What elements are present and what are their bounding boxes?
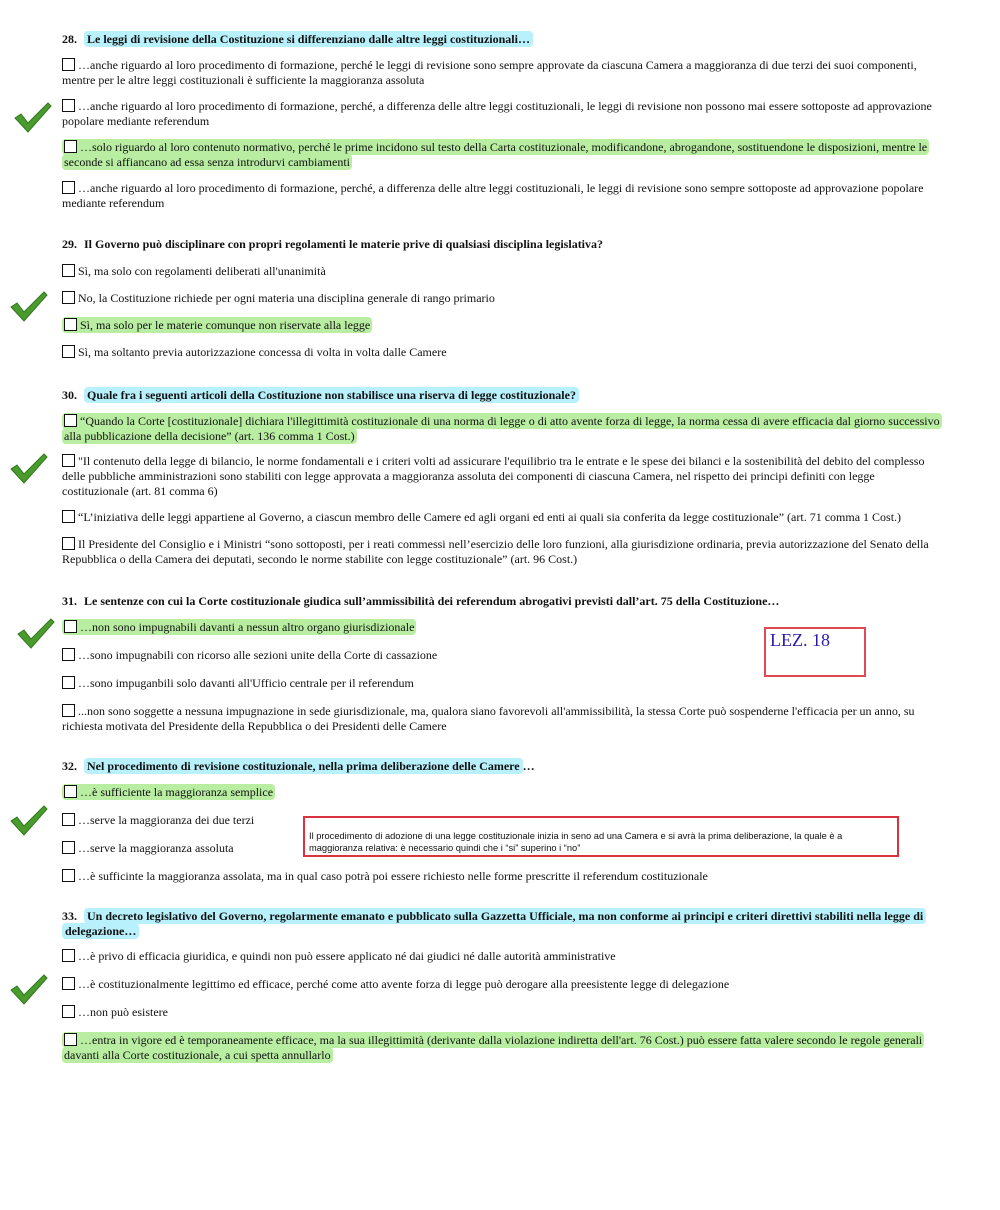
question-text: Le sentenze con cui la Corte costituzionale giudica sull’ammissibilità dei referendum abrogativi previsti dall’art. 75 della Costituzione… [84, 594, 780, 608]
answer-option[interactable]: …anche riguardo al loro procedimento di formazione, perché, a differenza delle altre leggi costituzionali, le leggi di revisione sono sempre sottoposte ad approvazione popolare mediante referendum [62, 181, 924, 210]
checkbox-icon[interactable] [64, 414, 77, 427]
checkbox-icon[interactable] [62, 704, 75, 717]
answer-option[interactable]: …è sufficinte la maggioranza assolata, ma in qual caso potrà poi essere richiesto nelle forme prescritte il referendum costituzionale [62, 869, 940, 884]
check-mark-icon [9, 804, 49, 836]
checkbox-icon[interactable] [62, 648, 75, 661]
question-title: 31. Le sentenze con cui la Corte costituzionale giudica sull’ammissibilità dei referendum abrogativi previsti dall’art. 75 della Costituzione… [62, 594, 780, 608]
answer-option-correct[interactable]: “Quando la Corte [costituzionale] dichiara l'illegittimità costituzionale di una norma di legge o di atto avente forza di legge, la norma cessa di avere efficacia dal giorno successivo alla pubblicazione della decisione” (art. 136 comma 1 Cost.) [64, 414, 940, 443]
checkbox-icon[interactable] [62, 537, 75, 550]
question-30 [62, 388, 940, 567]
checkbox-icon[interactable] [62, 977, 75, 990]
explanation-note: Il procedimento di adozione di una legge costituzionale inizia in seno ad una Camera e si avrà la prima deliberazione, la quale è a maggioranza relativa: è necessario quindi che i “si” superino i “no” [303, 816, 899, 857]
checkbox-icon[interactable] [62, 58, 75, 71]
question-text: Quale fra i seguenti articoli della Costituzione non stabilisce una riserva di legge costituzionale? [84, 387, 579, 403]
answer-option[interactable]: “L’iniziativa delle leggi appartiene al Governo, a ciascun membro delle Camere ed agli organi ed enti ai quali sia conferita da legge costituzionale” (art. 71 comma 1 Cost.) [62, 510, 940, 525]
question-text: Nel procedimento di revisione costituzionale, nella prima deliberazione delle Camere [84, 758, 523, 774]
checkbox-icon[interactable] [64, 1033, 77, 1046]
check-mark-icon [9, 452, 49, 484]
check-mark-icon [16, 617, 56, 649]
checkbox-icon[interactable] [62, 676, 75, 689]
checkbox-icon[interactable] [62, 291, 75, 304]
checkbox-icon[interactable] [62, 841, 75, 854]
checkbox-icon[interactable] [64, 318, 77, 331]
question-title: 28. Le leggi di revisione della Costituzione si differenziano dalle altre leggi costituzionali… [62, 32, 940, 47]
answer-option-correct[interactable]: …solo riguardo al loro contenuto normativo, perché le prime incidono sul testo della Carta costituzionale, modificandone, abrogandone, sostituendone le disposizioni, mentre le seconde si affiancano ad essa senza introdurvi cambiamenti [64, 140, 928, 169]
answer-option[interactable]: …non può esistere [62, 1005, 940, 1020]
checkbox-icon[interactable] [62, 181, 75, 194]
answer-option[interactable]: …sono impuganbili solo davanti all'Ufficio centrale per il referendum [62, 676, 940, 691]
answer-option-correct[interactable]: …entra in vigore ed è temporaneamente efficace, ma la sua illegittimità (derivante dalla violazione indiretta dell'art. 76 Cost.) può essere fatta valere secondo le regole generali davanti alla Corte costituzionale, a cui spetta annullarlo [64, 1033, 923, 1062]
question-text: Le leggi di revisione della Costituzione si differenziano dalle altre leggi costituzionali… [84, 31, 533, 47]
answer-option[interactable]: …serve la maggioranza assoluta [62, 841, 940, 856]
answer-option[interactable]: "Il contenuto della legge di bilancio, le norme fondamentali e i criteri volti ad assicurare l'equilibrio tra le entrate e le spese dei bilanci e la sostenibilità del debito del complesso delle pubbliche amministrazioni sono stabiliti con legge approvata a maggioranza assoluta dei componenti di ciascuna Camera, nel rispetto dei principi definiti con legge costituzionale (art. 81 comma 6) [62, 454, 925, 498]
answer-option-correct[interactable]: …non sono impugnabili davanti a nessun altro organo giurisdizionale [62, 620, 940, 635]
lesson-annotation-box: LEZ. 18 [764, 627, 866, 677]
checkbox-icon[interactable] [64, 140, 77, 153]
answer-option[interactable]: No, la Costituzione richiede per ogni materia una disciplina generale di rango primario [62, 291, 940, 306]
question-title: 29. Il Governo può disciplinare con propri regolamenti le materie prive di qualsiasi disciplina legislativa? [62, 237, 604, 251]
answer-option[interactable]: Il Presidente del Consiglio e i Ministri “sono sottoposti, per i reati commessi nell’esercizio delle loro funzioni, alla giurisdizione ordinaria, previa autorizzazione del Senato della Repubblica o della Camera dei deputati, secondo le norme stabilite con legge costituzionale” (art. 96 Cost.) [62, 537, 929, 566]
answer-option-correct[interactable]: …è sufficiente la maggioranza semplice [62, 785, 940, 800]
checkbox-icon[interactable] [64, 620, 77, 633]
question-title: 32. Nel procedimento di revisione costituzionale, nella prima deliberazione delle Camere … [62, 759, 535, 773]
checkbox-icon[interactable] [62, 264, 75, 277]
answer-option[interactable]: …è privo di efficacia giuridica, e quindi non può essere applicato né dai giudici né dalle autorità amministrative [62, 949, 940, 964]
question-text: Il Governo può disciplinare con propri regolamenti le materie prive di qualsiasi disciplina legislativa? [84, 237, 604, 251]
check-mark-icon [9, 973, 49, 1005]
checkbox-icon[interactable] [62, 510, 75, 523]
question-title: 33. Un decreto legislativo del Governo, regolarmente emanato e pubblicato sulla Gazzetta Ufficiale, ma non conforme ai principi e criteri direttivi stabiliti nella legge di delegazione… [62, 909, 940, 939]
answer-option-correct[interactable]: Sì, ma solo per le materie comunque non riservate alla legge [62, 318, 940, 333]
checkbox-icon[interactable] [62, 869, 75, 882]
checkbox-icon[interactable] [62, 454, 75, 467]
checkbox-icon[interactable] [64, 785, 77, 798]
answer-option[interactable]: …sono impugnabili con ricorso alle sezioni unite della Corte di cassazione [62, 648, 940, 663]
question-33 [62, 909, 940, 1063]
question-title: 30. Quale fra i seguenti articoli della Costituzione non stabilisce una riserva di legge costituzionale? [62, 388, 940, 403]
check-mark-icon [13, 101, 53, 133]
checkbox-icon[interactable] [62, 99, 75, 112]
answer-option[interactable]: …è costituzionalmente legittimo ed efficace, perché come atto avente forza di legge può derogare alla preesistente legge di delegazione [62, 977, 940, 992]
question-text: Un decreto legislativo del Governo, regolarmente emanato e pubblicato sulla Gazzetta Ufficiale, ma non conforme ai principi e criteri direttivi stabiliti nella legge di delegazione… [62, 908, 926, 939]
answer-option[interactable]: …anche riguardo al loro procedimento di formazione, perché, a differenza delle altre leggi costituzionali, le leggi di revisione non possono mai essere sottoposte ad approvazione popolare mediante referendum [62, 99, 932, 128]
check-mark-icon [9, 290, 49, 322]
checkbox-icon[interactable] [62, 813, 75, 826]
checkbox-icon[interactable] [62, 1005, 75, 1018]
answer-option[interactable]: …serve la maggioranza dei due terzi [62, 813, 940, 828]
checkbox-icon[interactable] [62, 949, 75, 962]
question-29 [62, 237, 940, 360]
checkbox-icon[interactable] [62, 345, 75, 358]
answer-option[interactable]: ...non sono soggette a nessuna impugnazione in sede giurisdizionale, ma, qualora siano favorevoli all'ammissibilità, la stessa Corte può sospenderne l'efficacia per un anno, su richiesta motivata del Presidente della Repubblica o dei Presidenti delle Camere [62, 704, 915, 733]
question-28 [62, 32, 940, 211]
answer-option[interactable]: …anche riguardo al loro procedimento di formazione, perché le leggi di revisione sono sempre approvate da ciascuna Camera a maggioranza di due terzi dei suoi componenti, mentre per le altre leggi costituzionali è sufficiente la maggioranza assoluta [62, 58, 917, 87]
answer-option[interactable]: Sì, ma solo con regolamenti deliberati all'unanimità [62, 264, 940, 279]
answer-option[interactable]: Sì, ma soltanto previa autorizzazione concessa di volta in volta dalle Camere [62, 345, 940, 360]
